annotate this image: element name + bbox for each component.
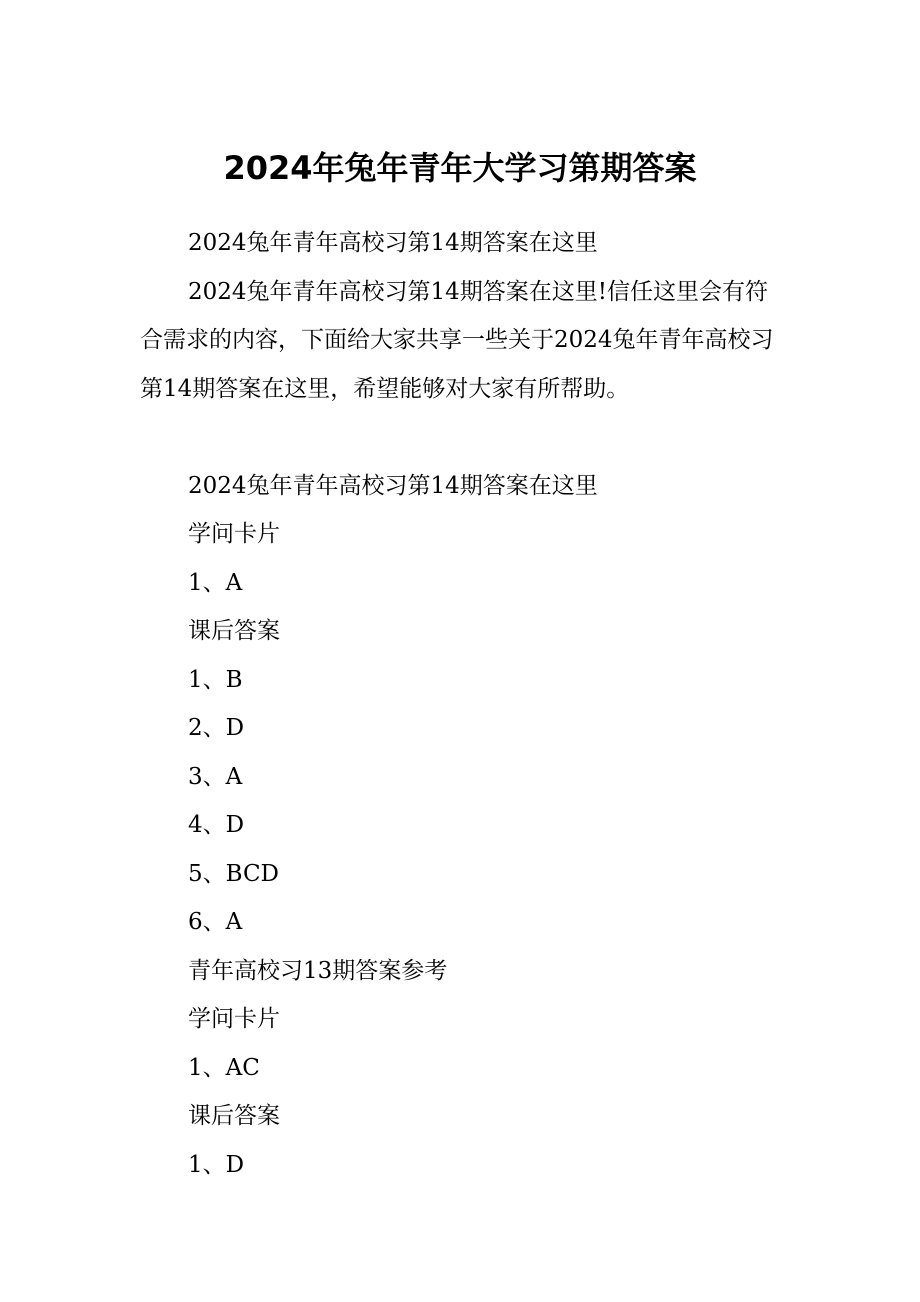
intro-heading: 2024兔年青年高校习第14期答案在这里 (188, 230, 598, 256)
list-item: 学问卡片 (188, 1006, 280, 1032)
list-item: 1、D (188, 1151, 245, 1178)
document-title: 2024年兔年青年大学习第期答案 (223, 149, 697, 187)
list-item: 课后答案 (188, 1103, 280, 1129)
blank-line (140, 413, 790, 462)
section-heading: 青年高校习13期答案参考 (188, 957, 448, 984)
list-item: 2、D (188, 715, 245, 741)
list-item: 5、BCD (188, 860, 280, 887)
list-item: 1、AC (188, 1054, 260, 1081)
list-item: 4、D (188, 812, 245, 838)
list-item: 3、A (188, 763, 243, 790)
list-item: 课后答案 (188, 618, 280, 644)
intro-paragraph: 2024兔年青年高校习第14期答案在这里!信任这里会有符合需求的内容，下面给大家共享一些关于2024兔年青年高校习第14期答案在这里，希望能够对大家有所帮助。 (140, 278, 774, 402)
document-body (140, 219, 790, 1189)
list-item: 1、B (188, 666, 243, 693)
section-heading: 2024兔年青年高校习第14期答案在这里 (188, 472, 598, 499)
list-item: 学问卡片 (188, 521, 280, 547)
list-item: 6、A (188, 909, 243, 935)
list-item: 1、A (188, 569, 243, 596)
